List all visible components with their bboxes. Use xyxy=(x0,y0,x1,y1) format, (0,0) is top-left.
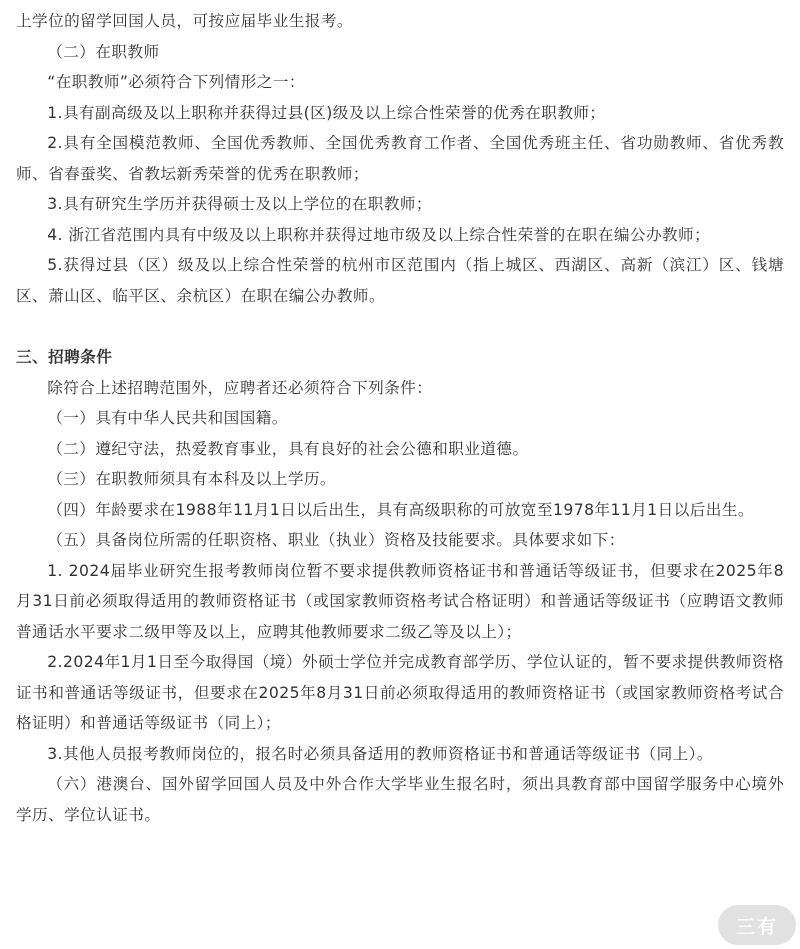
list-item-5: 5.获得过县（区）级及以上综合性荣誉的杭州市区范围内（指上城区、西湖区、高新（滨江）区、钱塘区、萧山区、临平区、余杭区）在职在编公办教师。 xyxy=(16,256,784,305)
list-item-4: 4. 浙江省范围内具有中级及以上职称并获得过地市级及以上综合性荣誉的在职在编公办教师； xyxy=(47,225,711,244)
paragraph-definition: “在职教师”必须符合下列情形之一： xyxy=(47,73,305,91)
section-heading-recruitment-conditions: 三、招聘条件 xyxy=(16,348,113,366)
condition-5-item-2: 2.2024年1月1日至今取得国（境）外硕士学位并完成教育部学历、学位认证的，暂不要求提供教师资格证书和普通话等级证书，但要求在2025年8月31日前必须取得适用的教师资格证书（或国家教师资格考试合格证明）和普通话等级证书（同上）； xyxy=(16,653,784,732)
watermark-logo xyxy=(718,905,796,945)
condition-5: （五）具备岗位所需的任职资格、职业（执业）资格及技能要求。具体要求如下： xyxy=(47,531,625,549)
watermark-text: 三有 xyxy=(735,915,778,938)
condition-5-item-3: 3.其他人员报考教师岗位的，报名时必须具备适用的教师资格证书和普通话等级证书（同上）。 xyxy=(47,744,713,763)
section-title-in-service-teachers: （二）在职教师 xyxy=(47,42,160,61)
paragraph-continuation: 上学位的留学回国人员，可按应届毕业生报考。 xyxy=(16,12,353,30)
list-item-1: 1.具有副高级及以上职称并获得过县(区)级及以上综合性荣誉的优秀在职教师； xyxy=(47,103,606,122)
paragraph-intro: 除符合上述招聘范围外，应聘者还必须符合下列条件： xyxy=(47,378,433,397)
condition-1: （一）具有中华人民共和国国籍。 xyxy=(47,409,288,427)
condition-4: （四）年龄要求在1988年11月1日以后出生，具有高级职称的可放宽至1978年11月1日以后出生。 xyxy=(47,500,754,519)
condition-6: （六）港澳台、国外留学回国人员及中外合作大学毕业生报名时，须出具教育部中国留学服务中心境外学历、学位认证书。 xyxy=(16,775,784,824)
list-item-3: 3.具有研究生学历并获得硕士及以上学位的在职教师； xyxy=(47,195,432,213)
condition-2: （二）遵纪守法，热爱教育事业，具有良好的社会公德和职业道德。 xyxy=(47,439,529,458)
condition-5-item-1: 1. 2024届毕业研究生报考教师岗位暂不要求提供教师资格证书和普通话等级证书，但要求在2025年8月31日前必须取得适用的教师资格证书（或国家教师资格考试合格证明）和普通话等级证书（应聘语文教师普通话水平要求二级甲等及以上，应聘其他教师要求二级乙等及以上）； xyxy=(16,561,784,641)
paragraph-spacer xyxy=(16,311,784,342)
list-item-2: 2.具有全国模范教师、全国优秀教师、全国优秀教育工作者、全国优秀班主任、省功勋教师、省优秀教师、省春蚕奖、省教坛新秀荣誉的优秀在职教师； xyxy=(16,134,784,183)
condition-3: （三）在职教师须具有本科及以上学历。 xyxy=(47,470,336,488)
